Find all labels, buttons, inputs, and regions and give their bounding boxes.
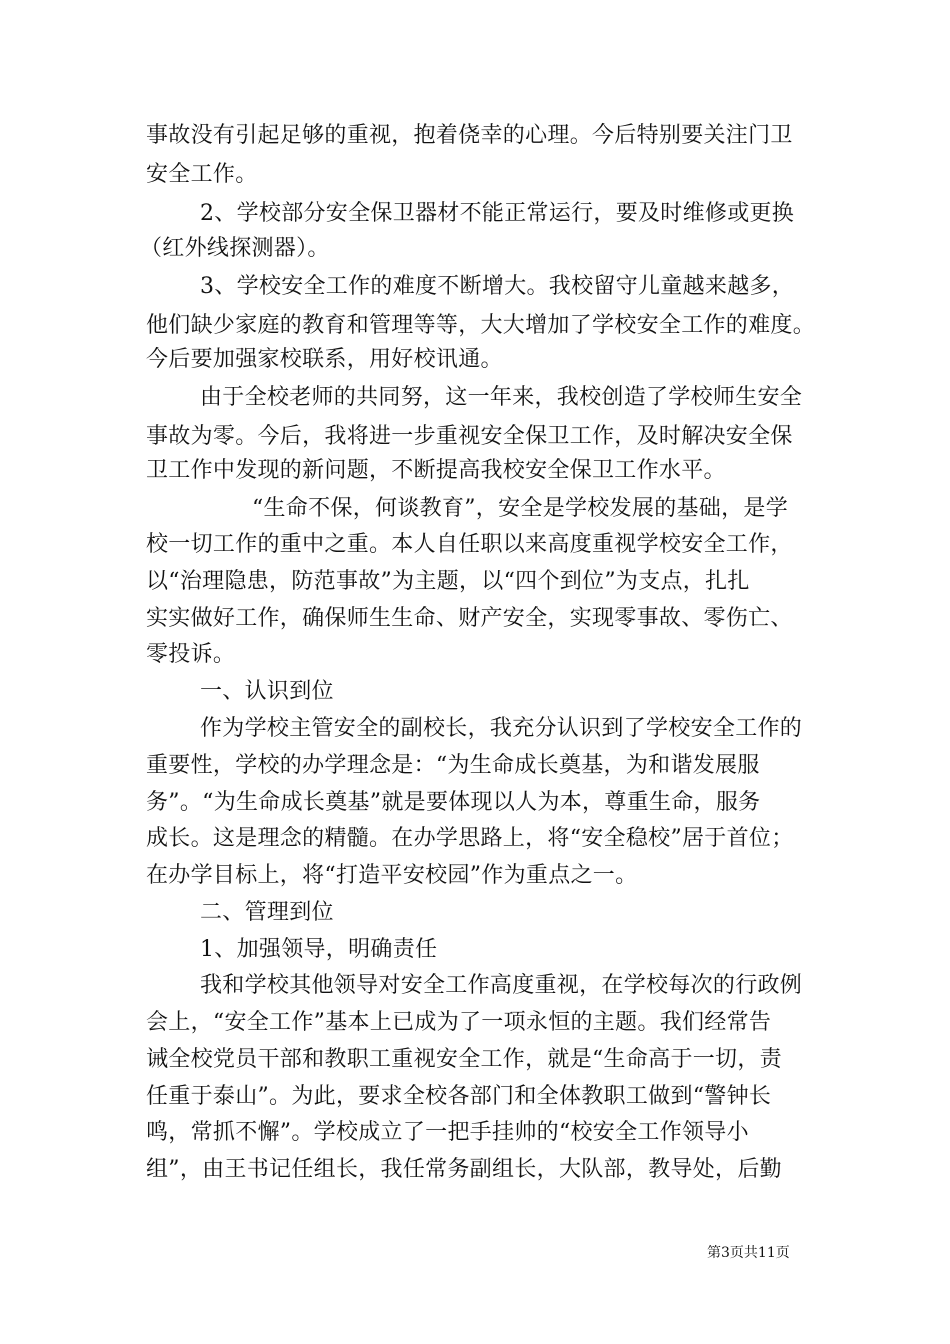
text-line: 任重于泰山”。为此，要求全校各部门和全体教职工做到“警钟长 xyxy=(146,1084,772,1109)
section-heading: 一、认识到位 xyxy=(200,679,334,704)
text-line: 2、学校部分安全保卫器材不能正常运行，要及时维修或更换 xyxy=(200,201,795,226)
text-line: （红外线探测器）。 xyxy=(140,236,330,261)
text-line: “生命不保，何谈教育”，安全是学校发展的基础，是学 xyxy=(252,496,788,521)
text-line: 3、学校安全工作的难度不断增大。我校留守儿童越来越多， xyxy=(200,274,795,299)
text-line: 我和学校其他领导对安全工作高度重视，在学校每次的行政例 xyxy=(200,973,803,998)
text-line: 安全工作。 xyxy=(146,162,258,187)
text-line: 在办学目标上，将“打造平安校园”作为重点之一。 xyxy=(146,863,638,888)
text-line: 鸣，常抓不懈”。学校成立了一把手挂帅的“校安全工作领导小 xyxy=(146,1120,749,1145)
text-line: 今后要加强家校联系，用好校讯通。 xyxy=(146,347,503,372)
text-line: 由于全校老师的共同努，这一年来，我校创造了学校师生安全 xyxy=(200,385,803,410)
text-line: 重要性，学校的办学理念是：“为生命成长奠基，为和谐发展服 xyxy=(146,753,760,778)
text-line: 卫工作中发现的新问题，不断提高我校安全保卫工作水平。 xyxy=(146,458,726,483)
text-line: 作为学校主管安全的副校长，我充分认识到了学校安全工作的 xyxy=(200,716,803,741)
text-line: 零投诉。 xyxy=(146,642,236,667)
subsection-heading: 1、加强领导，明确责任 xyxy=(200,937,438,962)
text-line: 会上，“安全工作”基本上已成为了一项永恒的主题。我们经常告 xyxy=(146,1010,772,1035)
text-line: 以“治理隐患，防范事故”为主题，以“四个到位”为支点，扎扎 xyxy=(146,569,750,594)
page-number: 第3页共11页 xyxy=(707,1245,790,1261)
text-line: 校一切工作的重中之重。本人自任职以来高度重视学校安全工作， xyxy=(146,532,793,557)
text-line: 事故没有引起足够的重视，抱着侥幸的心理。今后特别要关注门卫 xyxy=(146,123,793,148)
section-heading: 二、管理到位 xyxy=(200,900,334,925)
text-line: 实实做好工作，确保师生生命、财产安全，实现零事故、零伤亡、 xyxy=(146,606,793,631)
text-line: 务”。“为生命成长奠基”就是要体现以人为本，尊重生命，服务 xyxy=(146,790,761,815)
text-line: 组”，由王书记任组长，我任常务副组长，大队部，教导处，后勤 xyxy=(146,1157,782,1182)
text-line: 成长。这是理念的精髓。在办学思路上，将“安全稳校”居于首位； xyxy=(146,826,794,851)
text-line: 事故为零。今后，我将进一步重视安全保卫工作，及时解决安全保 xyxy=(146,424,793,449)
text-line: 诫全校党员干部和教职工重视安全工作，就是“生命高于一切，责 xyxy=(146,1047,782,1072)
text-line: 他们缺少家庭的教育和管理等等，大大增加了学校安全工作的难度。 xyxy=(146,313,816,338)
